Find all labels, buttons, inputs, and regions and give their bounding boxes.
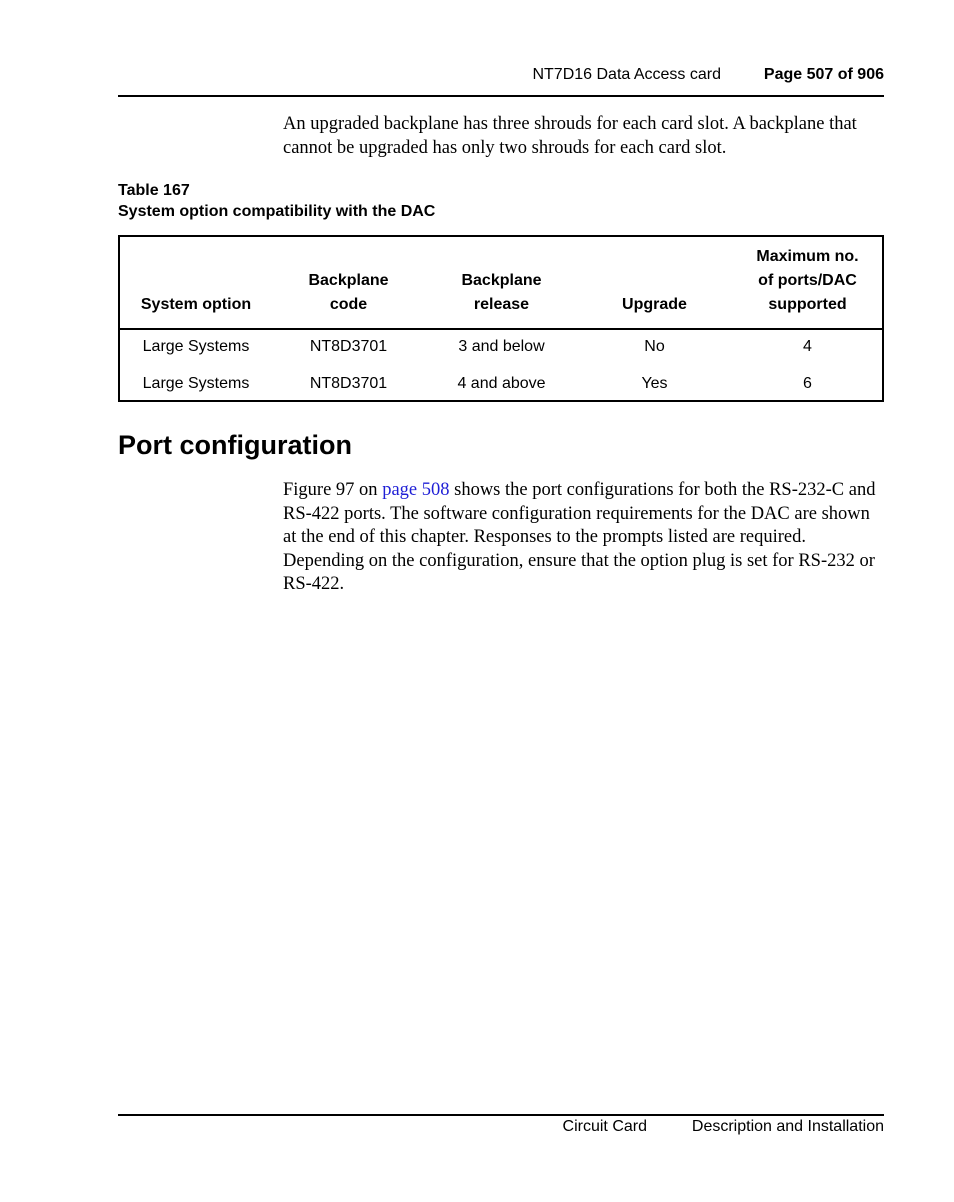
table-caption xyxy=(118,180,435,222)
section-paragraph xyxy=(283,479,885,597)
paragraph-text: Figure 97 on xyxy=(283,480,383,500)
cell-backplane-release: 3 and below xyxy=(458,338,545,355)
cell-system-option: Large Systems xyxy=(142,338,250,355)
cell-upgrade: No xyxy=(644,338,665,355)
compatibility-table xyxy=(118,235,884,402)
footer-right-text: Description and Installation xyxy=(691,1118,884,1135)
column-header-system-option: System option xyxy=(140,296,252,313)
table-header-row xyxy=(120,237,882,329)
column-header-max-ports: Maximum no. of ports/DAC supported xyxy=(756,248,859,313)
table-row xyxy=(120,369,882,399)
cell-backplane-release: 4 and above xyxy=(457,375,546,392)
section-title: Port configuration xyxy=(118,430,352,460)
header-divider xyxy=(118,95,884,97)
footer-divider xyxy=(118,1114,884,1116)
table-row xyxy=(120,332,882,362)
page-number: Page 507 of 906 xyxy=(763,66,884,83)
page-footer xyxy=(118,1118,884,1140)
footer-left-text: Circuit Card xyxy=(562,1118,647,1135)
column-header-backplane-release: Backplane release xyxy=(461,272,542,313)
page-508-link[interactable]: page 508 xyxy=(382,480,450,500)
cell-max-ports: 6 xyxy=(803,375,812,392)
cell-max-ports: 4 xyxy=(803,338,812,355)
page-header xyxy=(118,66,884,88)
cell-backplane-code: NT8D3701 xyxy=(309,338,388,355)
cell-backplane-code: NT8D3701 xyxy=(309,375,388,392)
column-header-upgrade: Upgrade xyxy=(622,296,687,313)
column-header-backplane-code: Backplane code xyxy=(308,272,389,313)
table-number: Table 167 xyxy=(118,182,190,199)
cell-upgrade: Yes xyxy=(641,375,668,392)
document-name: NT7D16 Data Access card xyxy=(532,66,721,83)
table-title: System option compatibility with the DAC xyxy=(118,203,436,220)
cell-system-option: Large Systems xyxy=(142,375,250,392)
paragraph-text: shows the port configurations for both the RS-232-C and RS-422 ports. The software configuration requirements for the DAC are shown at the end of this chapter. Responses to the prompts listed are required. Depending on the configuration, ensure that the option plug is set for RS-232 or RS-422. xyxy=(283,480,876,595)
intro-paragraph: An upgraded backplane has three shrouds for each card slot. A backplane that cannot be upgraded has only two shrouds for each card slot. xyxy=(283,114,857,158)
header-rule xyxy=(120,328,882,330)
